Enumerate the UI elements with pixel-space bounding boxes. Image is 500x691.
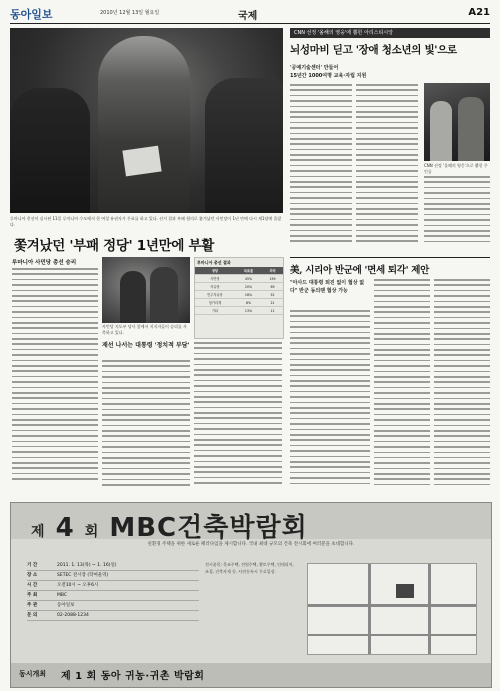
ad-footer bbox=[11, 663, 491, 687]
ad-banner bbox=[11, 503, 491, 543]
map-road bbox=[308, 634, 476, 636]
photo-person-right bbox=[205, 78, 283, 213]
ad-title-brand: MBC건축박람회 bbox=[109, 513, 308, 543]
article-body-col2 bbox=[102, 360, 190, 496]
ad-info-value: MBC bbox=[57, 593, 68, 598]
ad-info-value: SETEC 전시장 (학여울역) bbox=[57, 573, 109, 578]
table-cell: 159 bbox=[262, 275, 283, 283]
table-row bbox=[195, 299, 283, 307]
ad-title bbox=[31, 507, 308, 544]
ad-info-key: 장 소 bbox=[27, 573, 38, 578]
table-header: 정당 bbox=[195, 267, 235, 275]
ad-info-value: 동아일보 bbox=[57, 603, 75, 608]
main-subhead: 루마니아 사민당 총선 승리 bbox=[12, 260, 77, 266]
ad-info-key: 주 관 bbox=[27, 603, 38, 608]
venue-map bbox=[307, 563, 477, 655]
ad-info-key: 기 간 bbox=[27, 563, 38, 568]
table-row bbox=[195, 275, 283, 283]
photo-voter bbox=[98, 36, 190, 213]
ad-info-row bbox=[27, 611, 199, 621]
hero-photo-caption: CNN 선정 '올해의 영웅'으로 뽑힌 주인공 bbox=[424, 163, 488, 174]
table-cell: 45% bbox=[235, 275, 262, 283]
ad-description: 전시품목: 목조주택, 전원주택, 황토주택, 인테리어, 조경, 건축자재 등. 사전등록시 무료입장. bbox=[205, 562, 294, 574]
right-subhead-1: '공예기술센터' 만들어 bbox=[290, 65, 339, 71]
ad-info-row bbox=[27, 561, 199, 571]
photo-supporter bbox=[150, 267, 178, 323]
section-divider bbox=[290, 257, 490, 258]
map-road bbox=[368, 564, 371, 654]
mid-headline: 재선 나서는 대통령 '정치적 부담' bbox=[102, 342, 190, 349]
hero-photo bbox=[424, 83, 490, 161]
table-cell: 자유당 bbox=[195, 283, 235, 291]
story-kicker: CNN 선정 '올해의 영웅'에 뽑힌 아리스티시앙 bbox=[290, 28, 490, 38]
table-cell: 민주자유당 bbox=[195, 291, 235, 299]
ad-info-row bbox=[27, 581, 199, 591]
table-row bbox=[195, 291, 283, 299]
results-table bbox=[194, 257, 284, 339]
section-title: 국제 bbox=[238, 11, 258, 22]
table-cell: 69 bbox=[262, 283, 283, 291]
table-cell: 52 bbox=[262, 291, 283, 299]
ad-info-value: 02-2088-1234 bbox=[57, 613, 89, 618]
table-cell: 사민당 bbox=[195, 275, 235, 283]
table-cell: 21 bbox=[262, 299, 283, 307]
map-road bbox=[308, 604, 476, 607]
small-photo bbox=[102, 257, 190, 323]
venue-marker-icon bbox=[396, 584, 414, 598]
table-cell: 6% bbox=[235, 299, 262, 307]
expo-advertisement bbox=[10, 502, 492, 688]
page-number: A21 bbox=[468, 7, 490, 18]
ad-info-key: 문 의 bbox=[27, 613, 38, 618]
small-photo-caption: 사민당 지도부 당사 앞에서 지지자들이 승리를 자축하고 있다. bbox=[102, 324, 187, 335]
main-photo bbox=[10, 28, 283, 213]
masthead bbox=[10, 6, 490, 22]
right-article-col2 bbox=[356, 84, 418, 252]
syria-article-col3 bbox=[434, 279, 490, 496]
ad-title-prefix: 제 bbox=[31, 524, 46, 540]
dateline: 2010년 12월 13일 월요일 bbox=[100, 10, 160, 16]
photo-person bbox=[430, 101, 452, 161]
article-body-col3 bbox=[194, 342, 282, 496]
ad-footer-label: 동시개최 bbox=[19, 670, 47, 678]
ad-footer-text: 제 1 회 동아 귀농·귀촌 박람회 bbox=[61, 671, 205, 682]
table-cell: 11 bbox=[262, 307, 283, 315]
header-rule bbox=[10, 23, 490, 24]
right-article-col1 bbox=[290, 84, 352, 252]
ad-info-value: 오전10시 ~ 오후6시 bbox=[57, 583, 99, 588]
syria-article-col1 bbox=[290, 310, 370, 496]
ad-tagline: 친환경 주택을 위한 새로운 패러다임을 제시합니다. 국내 최대 규모의 건축 전시회에 여러분을 초대합니다. bbox=[147, 542, 355, 547]
map-road bbox=[428, 564, 431, 654]
ad-info-key: 주 최 bbox=[27, 593, 38, 598]
photo-person bbox=[458, 97, 484, 161]
table-cell: 기타 bbox=[195, 307, 235, 315]
ad-title-mid: 회 bbox=[84, 524, 100, 540]
article-body-col1 bbox=[12, 268, 98, 496]
table-title: 루마니아 총선 결과 bbox=[197, 260, 231, 265]
table-cell: 13% bbox=[235, 307, 262, 315]
table-row bbox=[195, 307, 283, 315]
right-headline: 뇌성마비 딛고 '장애 청소년의 빛'으로 bbox=[290, 44, 457, 56]
table-header-row bbox=[195, 267, 283, 275]
table-cell: 헝가리계 bbox=[195, 299, 235, 307]
table-cell: 16% bbox=[235, 291, 262, 299]
table-header: 득표율 bbox=[235, 267, 262, 275]
results-grid bbox=[195, 267, 283, 315]
photo-ballot bbox=[122, 146, 161, 177]
table-row bbox=[195, 283, 283, 291]
syria-article-col2 bbox=[374, 279, 430, 496]
ad-info-table bbox=[27, 561, 199, 621]
ad-info-row bbox=[27, 601, 199, 611]
syria-headline: 美, 시리아 반군에 '면세 퇴각' 제안 bbox=[290, 265, 429, 276]
ad-info-key: 시 간 bbox=[27, 583, 38, 588]
right-subhead-2: 15년간 1000여명 교육·자립 지원 bbox=[290, 73, 367, 79]
ad-title-number: 4 bbox=[55, 513, 75, 543]
main-headline: 쫓겨났던 '부패 정당' 1년만에 부활 bbox=[14, 238, 214, 254]
photo-person-left bbox=[10, 88, 90, 213]
right-article-col3 bbox=[424, 176, 490, 252]
ad-info-value: 2011. 1. 13(목) ~ 1. 16(일) bbox=[57, 563, 117, 568]
ad-info-row bbox=[27, 591, 199, 601]
photo-supporter bbox=[120, 271, 146, 323]
table-cell: 20% bbox=[235, 283, 262, 291]
ad-info-row bbox=[27, 571, 199, 581]
main-photo-caption: 루마니아 총선이 실시된 11일 루마니아 수도에서 한 여성 유권자가 투표를 하고 있다. 선거 결과 부패 혐의로 쫓겨났던 사민당이 1년 만에 다시 제1당에 올랐다. bbox=[10, 216, 282, 227]
syria-pullquote: "아사드 대통령 퇴진 없이 협상 없다" 반군 동의땐 협상 가능 bbox=[290, 280, 365, 294]
newspaper-logo: 동아일보 bbox=[10, 8, 53, 21]
table-header: 의석 bbox=[262, 267, 283, 275]
